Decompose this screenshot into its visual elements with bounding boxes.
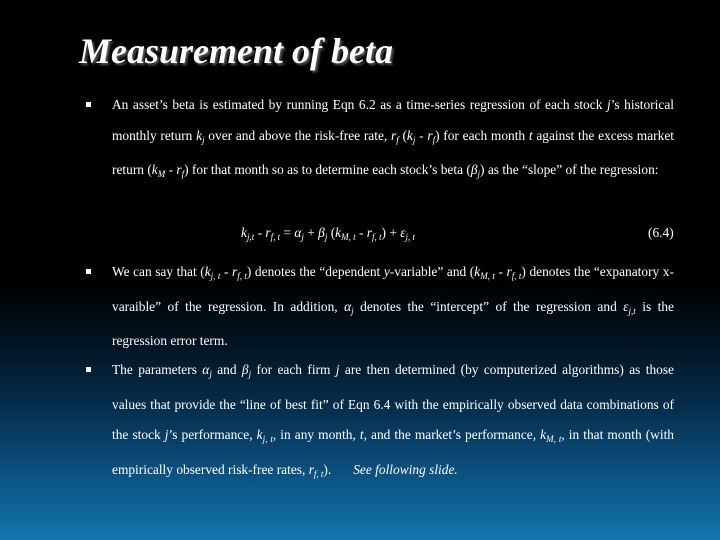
bullet-paragraph-2: We can say that $(k_{j, t} - r_{f, t})$ denotes the “dependent y-variable” and $(k_{M, t} - r_{f, t})$ denotes the “expanatory x-varaible” of the regression. In addition, $\alpha_j$ denotes the “intercept” of the regression and $\varepsilon_{j,t}$ is the regression error term. (112, 264, 674, 349)
equation-number: (6.4) (648, 225, 674, 240)
bullet-marker-2 (86, 269, 91, 274)
slide-title: Measurement of beta (79, 31, 393, 71)
bullet-marker-3 (86, 367, 91, 372)
bullet-paragraph-1: An asset’s beta is estimated by running Eqn 6.2 as a time-series regression of each stock j’s historical monthly return $k_j$ over and above the risk-free rate, $r_f$ $(k_j - r_f)$ for each month t against the excess market return $(k_M - r_f)$ for that month so as to determine each stock’s beta $(\beta_j)$ as the “slope” of the regression: (112, 97, 675, 180)
bullet-marker-1 (86, 102, 91, 107)
equation-6-4: $k_{j,t} - r_{f, t} = \alpha_j + \beta_j$ $(k_{M, t} - r_{f, t}) + \varepsilon_{j, t}$ (241, 225, 416, 242)
bullet-paragraph-3: The parameters $\alpha_j$ and $\beta_j$ for each firm j are then determined (by computerized algorithms) as those values that provide the “line of best fit” of Eqn 6.4 with the empirically observed data combinations of the stock j’s performance, $k_{j, t}$, in any month, t, and the market’s performance, $k_{M, t}$, in that month (with empirically observed risk-free rates, $r_{f, t}$). See following slide. (112, 362, 675, 479)
see-following-slide-note: See following slide. (353, 461, 458, 477)
